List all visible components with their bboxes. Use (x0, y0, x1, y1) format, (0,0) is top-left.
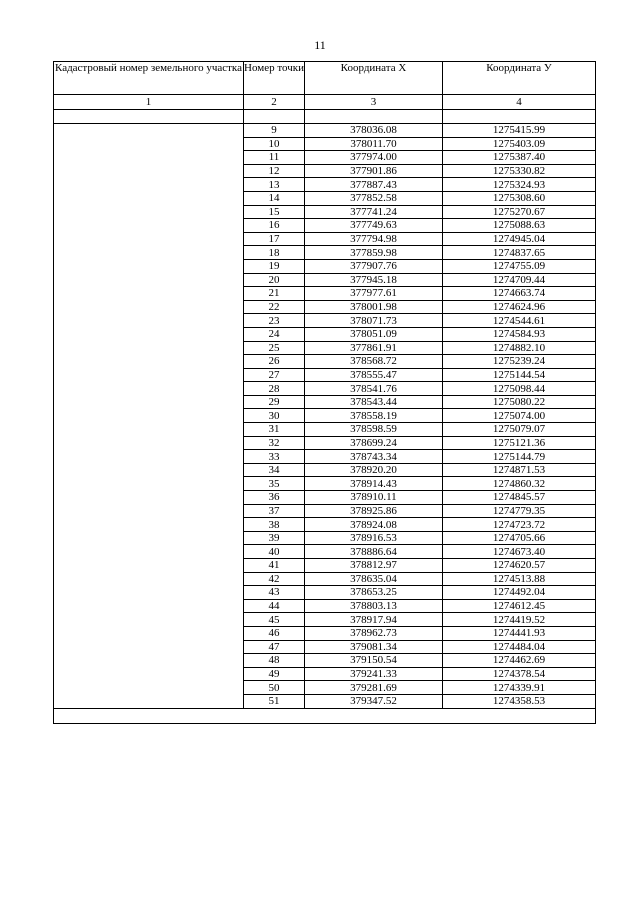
coordinate-x-cell: 378910.11 (305, 491, 443, 505)
coordinate-y-cell: 1275074.00 (443, 409, 596, 423)
point-number-cell: 47 (244, 640, 305, 654)
point-number-cell: 33 (244, 450, 305, 464)
empty-cell (244, 110, 305, 124)
table-body (54, 124, 596, 724)
point-number-cell: 37 (244, 504, 305, 518)
point-number-cell: 48 (244, 654, 305, 668)
coordinate-y-cell: 1275403.09 (443, 137, 596, 151)
point-number-cell: 31 (244, 423, 305, 437)
coordinate-x-cell: 378812.97 (305, 559, 443, 573)
point-number-cell: 51 (244, 694, 305, 708)
point-number-cell: 23 (244, 314, 305, 328)
point-number-cell: 36 (244, 491, 305, 505)
point-number-cell: 10 (244, 137, 305, 151)
coordinate-y-cell: 1274709.44 (443, 273, 596, 287)
column-number: 4 (443, 95, 596, 110)
coordinate-y-cell: 1274544.61 (443, 314, 596, 328)
point-number-cell: 50 (244, 681, 305, 695)
coordinate-x-cell: 378568.72 (305, 355, 443, 369)
point-number-cell: 34 (244, 463, 305, 477)
coordinate-x-cell: 378914.43 (305, 477, 443, 491)
point-number-cell: 24 (244, 327, 305, 341)
coordinate-x-cell: 378635.04 (305, 572, 443, 586)
coordinate-x-cell: 378924.08 (305, 518, 443, 532)
coordinate-y-cell: 1274492.04 (443, 586, 596, 600)
column-number: 2 (244, 95, 305, 110)
coordinate-y-cell: 1274871.53 (443, 463, 596, 477)
coordinate-x-cell: 378886.64 (305, 545, 443, 559)
point-number-cell: 26 (244, 355, 305, 369)
coordinate-x-cell: 378558.19 (305, 409, 443, 423)
coordinate-x-cell: 379150.54 (305, 654, 443, 668)
coordinate-x-cell: 379281.69 (305, 681, 443, 695)
coordinate-x-cell: 378036.08 (305, 124, 443, 138)
coordinate-y-cell: 1274612.45 (443, 599, 596, 613)
coordinate-y-cell: 1275121.36 (443, 436, 596, 450)
coordinate-x-cell: 378001.98 (305, 300, 443, 314)
coordinate-y-cell: 1274845.57 (443, 491, 596, 505)
coordinate-y-cell: 1274620.57 (443, 559, 596, 573)
point-number-cell: 22 (244, 300, 305, 314)
coordinate-y-cell: 1275088.63 (443, 219, 596, 233)
point-number-cell: 45 (244, 613, 305, 627)
coordinate-y-cell: 1275080.22 (443, 395, 596, 409)
point-number-cell: 17 (244, 232, 305, 246)
coordinate-y-cell: 1274837.65 (443, 246, 596, 260)
coordinate-y-cell: 1274484.04 (443, 640, 596, 654)
coordinate-y-cell: 1274705.66 (443, 531, 596, 545)
coordinate-y-cell: 1275324.93 (443, 178, 596, 192)
coordinate-y-cell: 1275098.44 (443, 382, 596, 396)
coordinate-x-cell: 378598.59 (305, 423, 443, 437)
empty-cell (443, 110, 596, 124)
header-cadastral-number: Кадастровый номер земельного участка (54, 62, 244, 95)
point-number-cell: 20 (244, 273, 305, 287)
coordinate-y-cell: 1274663.74 (443, 287, 596, 301)
point-number-cell: 30 (244, 409, 305, 423)
header-row (54, 62, 596, 95)
coordinate-x-cell: 379241.33 (305, 667, 443, 681)
point-number-cell: 13 (244, 178, 305, 192)
coordinate-x-cell: 378803.13 (305, 599, 443, 613)
coordinate-y-cell: 1274860.32 (443, 477, 596, 491)
coordinate-x-cell: 377852.58 (305, 191, 443, 205)
point-number-cell: 16 (244, 219, 305, 233)
coordinate-x-cell: 377945.18 (305, 273, 443, 287)
header-coordinate-x: Координата Х (305, 62, 443, 95)
coordinate-y-cell: 1274882.10 (443, 341, 596, 355)
blank-row (54, 110, 596, 124)
coordinate-y-cell: 1274339.91 (443, 681, 596, 695)
coordinate-y-cell: 1275144.54 (443, 368, 596, 382)
point-number-cell: 21 (244, 287, 305, 301)
point-number-cell: 46 (244, 626, 305, 640)
column-number: 3 (305, 95, 443, 110)
point-number-cell: 11 (244, 151, 305, 165)
point-number-cell: 40 (244, 545, 305, 559)
blank-row (54, 708, 596, 723)
point-number-cell: 29 (244, 395, 305, 409)
coordinate-x-cell: 377741.24 (305, 205, 443, 219)
table-row (54, 124, 596, 138)
point-number-cell: 35 (244, 477, 305, 491)
coordinate-y-cell: 1275387.40 (443, 151, 596, 165)
point-number-cell: 49 (244, 667, 305, 681)
coordinate-y-cell: 1275239.24 (443, 355, 596, 369)
point-number-cell: 15 (244, 205, 305, 219)
coordinate-x-cell: 378962.73 (305, 626, 443, 640)
coordinate-y-cell: 1274419.52 (443, 613, 596, 627)
coordinate-x-cell: 377977.61 (305, 287, 443, 301)
point-number-cell: 44 (244, 599, 305, 613)
page-number: 11 (314, 38, 326, 52)
column-number-row (54, 95, 596, 110)
point-number-cell: 43 (244, 586, 305, 600)
coordinate-x-cell: 377907.76 (305, 259, 443, 273)
point-number-cell: 12 (244, 164, 305, 178)
coordinate-y-cell: 1274779.35 (443, 504, 596, 518)
coordinate-x-cell: 377749.63 (305, 219, 443, 233)
coordinate-x-cell: 378051.09 (305, 327, 443, 341)
coordinate-x-cell: 378699.24 (305, 436, 443, 450)
coordinate-y-cell: 1274378.54 (443, 667, 596, 681)
coordinate-y-cell: 1275415.99 (443, 124, 596, 138)
coordinate-x-cell: 378917.94 (305, 613, 443, 627)
point-number-cell: 39 (244, 531, 305, 545)
coordinate-y-cell: 1275270.67 (443, 205, 596, 219)
empty-cell (305, 110, 443, 124)
coordinate-x-cell: 377859.98 (305, 246, 443, 260)
point-number-cell: 18 (244, 246, 305, 260)
empty-cell (54, 110, 244, 124)
coordinate-y-cell: 1274584.93 (443, 327, 596, 341)
coordinate-x-cell: 378743.34 (305, 450, 443, 464)
coordinate-y-cell: 1275079.07 (443, 423, 596, 437)
coordinate-x-cell: 377887.43 (305, 178, 443, 192)
coordinate-y-cell: 1274945.04 (443, 232, 596, 246)
coordinate-x-cell: 378925.86 (305, 504, 443, 518)
coordinate-x-cell: 377974.00 (305, 151, 443, 165)
coordinate-x-cell: 378920.20 (305, 463, 443, 477)
point-number-cell: 19 (244, 259, 305, 273)
coordinate-y-cell: 1274755.09 (443, 259, 596, 273)
coordinate-y-cell: 1275330.82 (443, 164, 596, 178)
coordinate-x-cell: 378916.53 (305, 531, 443, 545)
header-point-number: Номер точки (244, 62, 305, 95)
header-coordinate-y: Координата У (443, 62, 596, 95)
point-number-cell: 41 (244, 559, 305, 573)
coordinate-y-cell: 1274462.69 (443, 654, 596, 668)
coordinate-x-cell: 379081.34 (305, 640, 443, 654)
column-number: 1 (54, 95, 244, 110)
point-number-cell: 9 (244, 124, 305, 138)
coordinate-x-cell: 378011.70 (305, 137, 443, 151)
coordinates-table (53, 61, 596, 724)
point-number-cell: 42 (244, 572, 305, 586)
coordinate-x-cell: 378555.47 (305, 368, 443, 382)
coordinate-x-cell: 378541.76 (305, 382, 443, 396)
coordinate-y-cell: 1274358.53 (443, 694, 596, 708)
point-number-cell: 28 (244, 382, 305, 396)
coordinate-y-cell: 1274441.93 (443, 626, 596, 640)
coordinate-y-cell: 1274723.72 (443, 518, 596, 532)
coordinate-x-cell: 378653.25 (305, 586, 443, 600)
coordinate-y-cell: 1274624.96 (443, 300, 596, 314)
coordinate-y-cell: 1274673.40 (443, 545, 596, 559)
coordinate-x-cell: 377901.86 (305, 164, 443, 178)
point-number-cell: 25 (244, 341, 305, 355)
coordinate-x-cell: 378543.44 (305, 395, 443, 409)
empty-cell (54, 708, 596, 723)
coordinate-y-cell: 1274513.88 (443, 572, 596, 586)
cadastral-number-cell (54, 124, 244, 709)
point-number-cell: 27 (244, 368, 305, 382)
point-number-cell: 14 (244, 191, 305, 205)
coordinate-x-cell: 379347.52 (305, 694, 443, 708)
point-number-cell: 38 (244, 518, 305, 532)
point-number-cell: 32 (244, 436, 305, 450)
coordinate-x-cell: 377794.98 (305, 232, 443, 246)
coordinate-x-cell: 377861.91 (305, 341, 443, 355)
coordinate-x-cell: 378071.73 (305, 314, 443, 328)
coordinate-y-cell: 1275308.60 (443, 191, 596, 205)
coordinate-y-cell: 1275144.79 (443, 450, 596, 464)
